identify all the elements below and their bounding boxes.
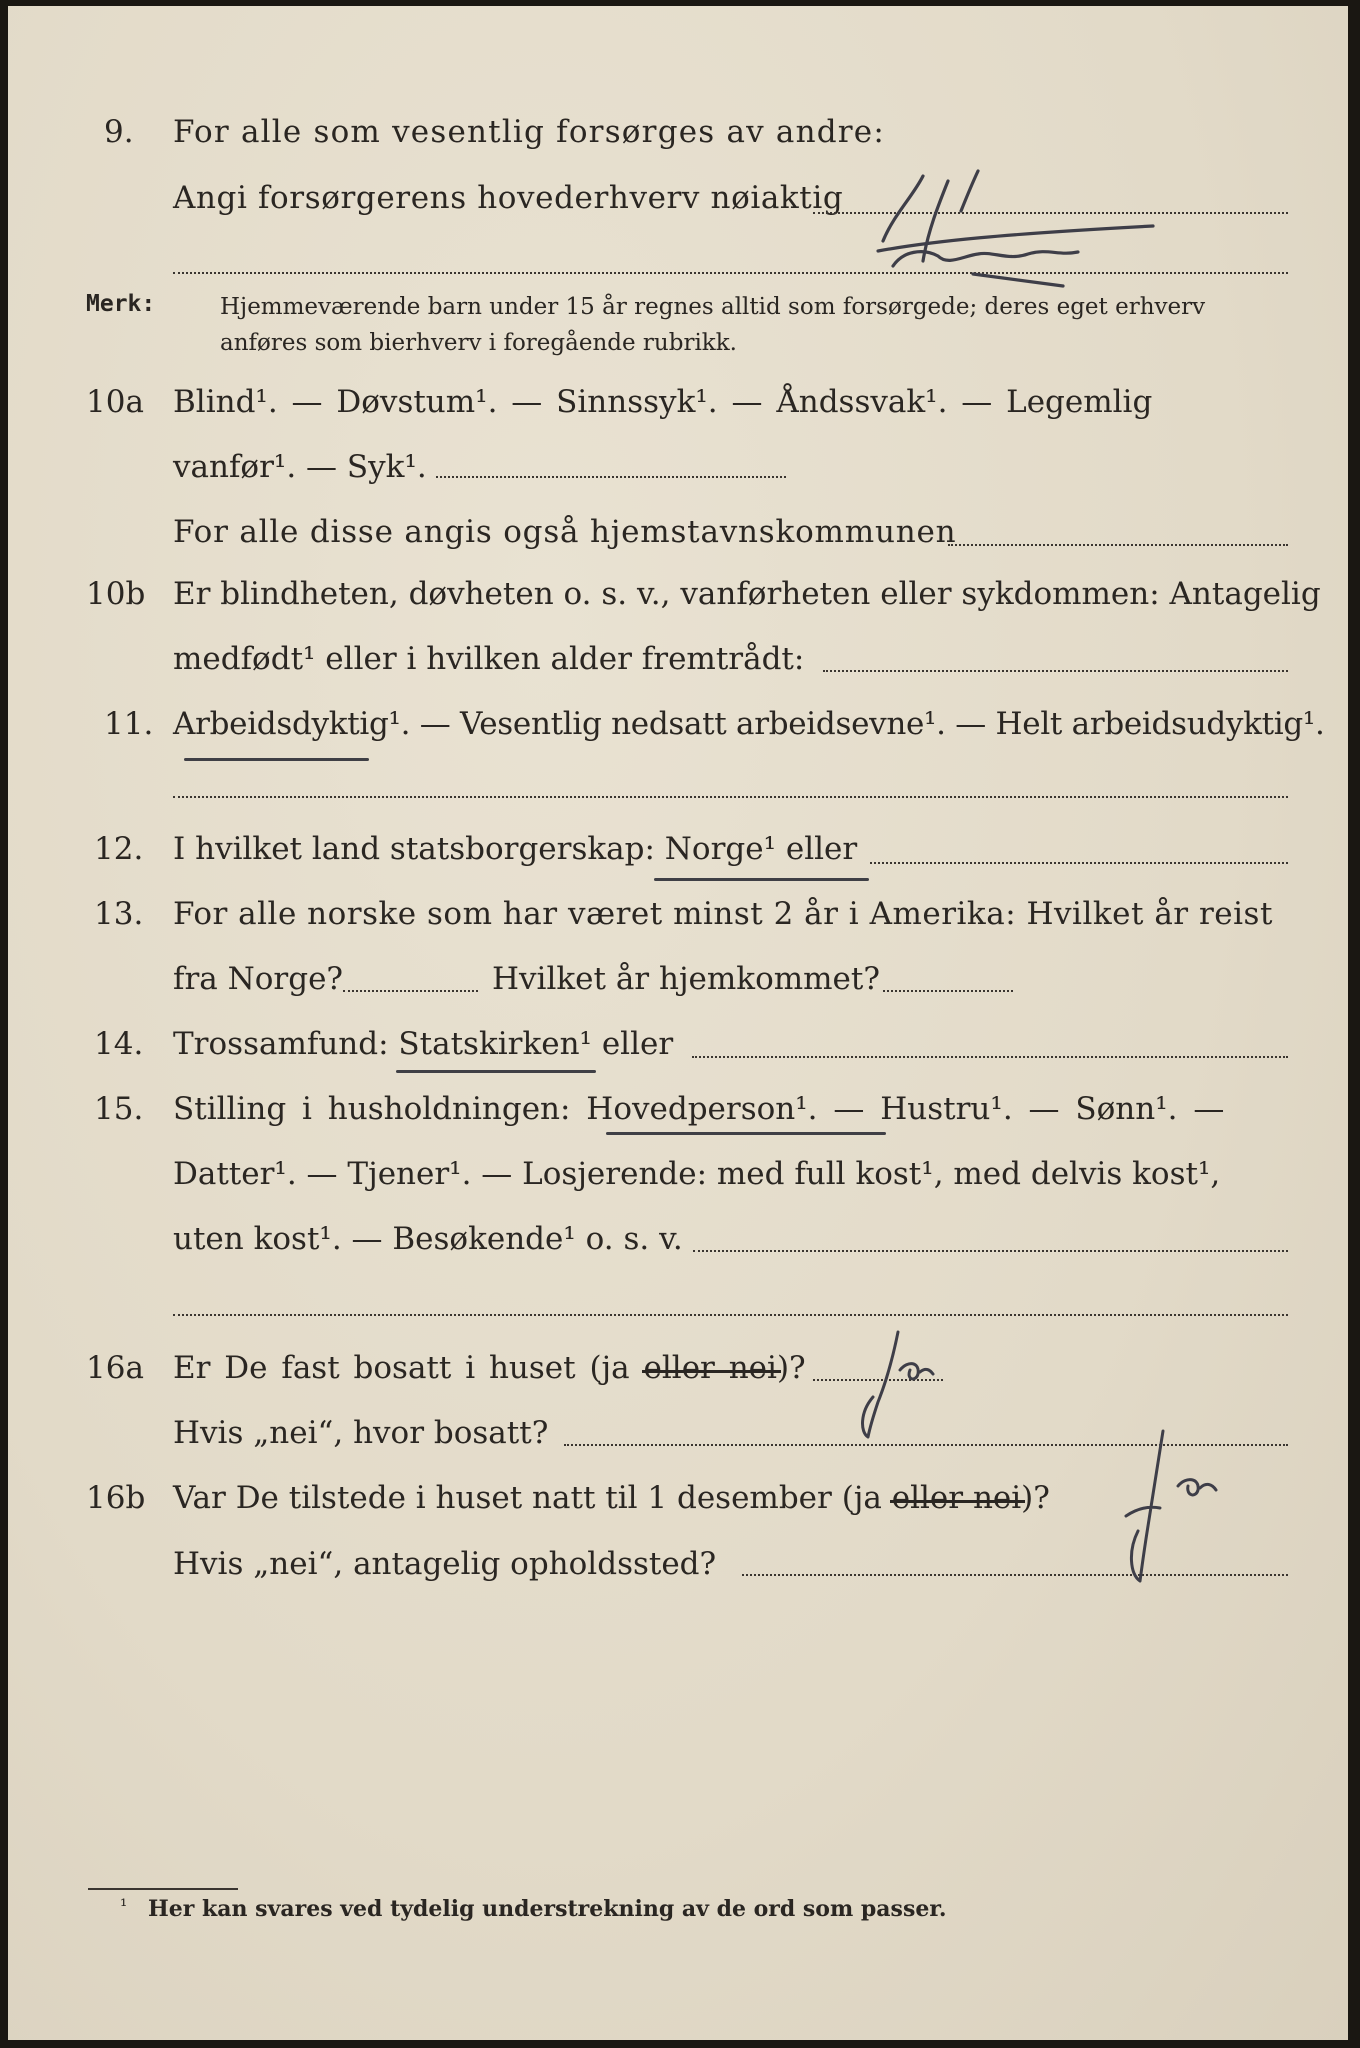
q14-underline-statskirken [396, 1070, 596, 1073]
q9-line1: For alle som vesentlig forsørges av andre: [173, 114, 885, 150]
q14-number: 14. [94, 1026, 144, 1062]
q10a-answer-line [436, 476, 786, 478]
q16b-text-pre: Var De tilstede i huset natt til 1 desember (ja [173, 1480, 892, 1516]
q16a-handwritten-answer [838, 1322, 968, 1442]
q9-handwritten-answer [853, 156, 1173, 296]
footnote-rule [88, 1888, 238, 1890]
q15-line2: Datter¹. — Tjener¹. — Losjerende: med full kost¹, med delvis kost¹, [173, 1156, 1221, 1192]
q10b-line2: medfødt¹ eller i hvilken alder fremtrådt: [173, 641, 805, 677]
q10b-number: 10b [86, 576, 146, 612]
merk-label: Merk: [86, 291, 156, 317]
q11-line1: Arbeidsdyktig¹. — Vesentlig nedsatt arbeidsevne¹. — Helt arbeidsudyktig¹. [173, 706, 1325, 742]
q15-line1: Stilling i husholdningen: Hovedperson¹. — Hustru¹. — Sønn¹. — [173, 1091, 1225, 1127]
q11-number: 11. [104, 706, 154, 742]
q10b-answer-line [823, 670, 1288, 672]
q10b-line1: Er blindheten, døvheten o. s. v., vanførheten eller sykdommen: Antagelig [173, 576, 1321, 612]
q16b-number: 16b [86, 1480, 146, 1516]
q16b-struck-eller-nei: eller nei [891, 1480, 1022, 1516]
q16a-number: 16a [86, 1350, 144, 1386]
merk-line2: anføres som bierhverv i foregående rubrikk. [220, 330, 737, 356]
census-form-page [8, 6, 1348, 2040]
q13-line1: For alle norske som har været minst 2 år i Amerika: Hvilket år reist [173, 896, 1273, 932]
q16a-line2: Hvis „nei“, hvor bosatt? [173, 1415, 549, 1451]
q16a-line1 [173, 1350, 806, 1386]
q9-line2: Angi forsørgerens hovederhverv nøiaktig [173, 180, 844, 216]
q13-departure-line [343, 990, 478, 992]
q15-answer-line-2 [173, 1314, 1288, 1316]
q15-underline-hovedperson [606, 1132, 886, 1135]
q10a-line2: vanfør¹. — Syk¹. [173, 449, 427, 485]
q16b-line2: Hvis „nei“, antagelig opholdssted? [173, 1546, 717, 1582]
q11-underline-arbeidsdyktig [184, 758, 369, 761]
q16b-text-post: )? [1021, 1480, 1050, 1516]
q16a-struck-eller-nei: eller nei [643, 1350, 777, 1386]
q16a-text-post: )? [776, 1350, 806, 1386]
q12-underline-norge [654, 878, 869, 881]
q12-number: 12. [94, 831, 144, 867]
q13-line2b: Hvilket år hjemkommet? [492, 961, 880, 997]
q11-answer-line [173, 796, 1288, 798]
q15-number: 15. [94, 1091, 144, 1127]
q14-answer-line [692, 1056, 1288, 1058]
footnote-mark: ¹ [120, 1896, 128, 1917]
footnote-text: Her kan svares ved tydelig understrekning av de ord som passer. [148, 1896, 947, 1922]
q12-line1: I hvilket land statsborgerskap: Norge¹ eller [173, 831, 858, 867]
q16a-text-pre: Er De fast bosatt i huset (ja [173, 1350, 644, 1386]
q10a-line1: Blind¹. — Døvstum¹. — Sinnssyk¹. — Åndssvak¹. — Legemlig [173, 384, 1153, 420]
q9-number: 9. [104, 114, 134, 150]
q10a-line3: For alle disse angis også hjemstavnskommunen [173, 514, 957, 550]
q13-line2a: fra Norge? [173, 961, 344, 997]
q15-line3: uten kost¹. — Besøkende¹ o. s. v. [173, 1221, 683, 1257]
q10a-number: 10a [86, 384, 144, 420]
q16b-handwritten-answer [1108, 1416, 1258, 1596]
q10a-answer-line-2 [948, 544, 1288, 546]
q14-line1: Trossamfund: Statskirken¹ eller [173, 1026, 674, 1062]
q15-answer-line [693, 1250, 1288, 1252]
q13-number: 13. [94, 896, 144, 932]
q13-return-line [883, 990, 1013, 992]
q16b-line1 [173, 1480, 1050, 1516]
merk-line1: Hjemmeværende barn under 15 år regnes alltid som forsørgede; deres eget erhverv [220, 294, 1206, 320]
q12-answer-line [870, 862, 1288, 864]
